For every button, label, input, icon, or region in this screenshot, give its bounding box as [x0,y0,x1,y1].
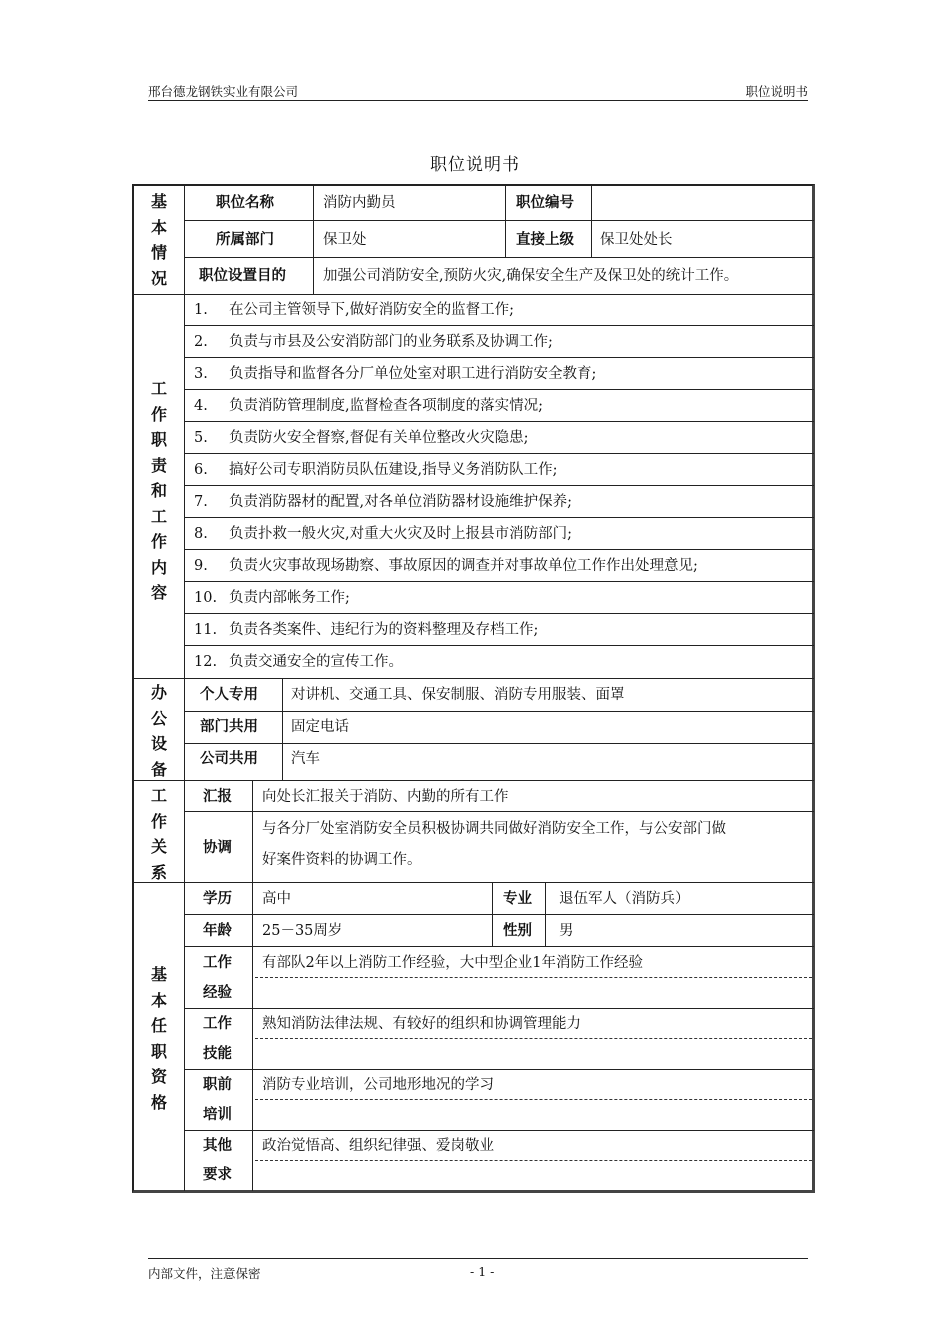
supervisor-label: 直接上级 [516,232,574,248]
department-label: 所属部门 [216,232,274,248]
duty-text: 负责交通安全的宣传工作。 [229,654,403,670]
section-relations: 工 作 关 系 [150,786,167,882]
age-label: 年龄 [203,923,232,939]
duty-text: 负责防火安全督察,督促有关单位整改火灾隐患; [229,430,529,446]
header-doc-type: 职位说明书 [745,84,808,99]
duty-text: 负责扑救一般火灾,对重大火灾及时上报县市消防部门; [229,526,572,542]
duty-text: 在公司主管领导下,做好消防安全的监督工作; [229,302,514,318]
duty-text: 负责消防器材的配置,对各单位消防器材设施维护保养; [229,494,572,510]
duty-num: 9. [194,558,208,574]
section-basic: 基 本 情 况 [150,192,167,288]
position-name-value: 消防内勤员 [323,195,396,211]
experience-label-1: 工作 [203,955,232,971]
education-value: 高中 [262,891,291,907]
duty-text: 负责各类案件、违纪行为的资料整理及存档工作; [229,622,539,638]
equipment-label: 个人专用 [200,687,258,703]
purpose-label: 职位设置目的 [199,268,286,284]
equipment-label: 公司共用 [200,751,258,767]
duty-text: 负责消防管理制度,监督检查各项制度的落实情况; [229,398,543,414]
experience-value: 有部队2年以上消防工作经验，大中型企业1年消防工作经验 [262,955,643,971]
coord-value-line1: 与各分厂处室消防安全员积极协调共同做好消防安全工作，与公安部门做 [262,821,726,837]
duty-text: 负责指导和监督各分厂单位处室对职工进行消防安全教育; [229,366,597,382]
duty-num: 10. [194,590,218,606]
coord-value-line2: 好案件资料的协调工作。 [262,852,422,868]
confidential-note: 内部文件，注意保密 [148,1266,261,1281]
duty-num: 11. [194,622,218,638]
duty-num: 5. [194,430,208,446]
major-label: 专业 [503,891,532,907]
duty-text: 搞好公司专职消防员队伍建设,指导义务消防队工作; [229,462,558,478]
page-header [148,80,808,101]
company-name: 邢台德龙钢铁实业有限公司 [148,84,299,99]
duty-num: 7. [194,494,208,510]
major-value: 退伍军人（消防兵） [559,891,690,907]
supervisor-value: 保卫处处长 [600,232,673,248]
duty-num: 2. [194,334,208,350]
gender-value: 男 [559,923,574,939]
other-value: 政治觉悟高、组织纪律强、爱岗敬业 [262,1138,494,1154]
section-duties: 工 作 职 责 和 工 作 内 容 [150,379,167,602]
position-name-label: 职位名称 [216,195,274,211]
equipment-value: 汽车 [291,751,320,767]
equipment-value: 固定电话 [291,719,349,735]
duty-num: 8. [194,526,208,542]
duty-num: 1. [194,302,208,318]
document-title: 职位说明书 [430,155,520,175]
page-footer [148,1258,808,1281]
section-qualifications: 基 本 任 职 资 格 [150,965,167,1112]
duty-num: 12. [194,654,218,670]
duty-num: 3. [194,366,208,382]
duty-text: 负责内部帐务工作; [229,590,350,606]
training-label-1: 职前 [203,1077,232,1093]
report-label: 汇报 [203,789,232,805]
skills-label-1: 工作 [203,1016,232,1032]
report-value: 向处长汇报关于消防、内勤的所有工作 [262,789,509,805]
experience-label-2: 经验 [203,985,232,1001]
age-value: 25－35周岁 [262,923,343,939]
purpose-value: 加强公司消防安全,预防火灾,确保安全生产及保卫处的统计工作。 [323,268,739,284]
page-number: - 1 - [470,1264,495,1279]
education-label: 学历 [203,891,232,907]
duty-text: 负责火灾事故现场勘察、事故原因的调查并对事故单位工作作出处理意见; [229,558,698,574]
section-equipment: 办 公 设 备 [150,683,167,779]
equipment-label: 部门共用 [200,719,258,735]
other-label-1: 其他 [203,1138,232,1154]
department-value: 保卫处 [323,232,367,248]
skills-label-2: 技能 [203,1046,232,1062]
position-code-label: 职位编号 [516,195,574,211]
equipment-value: 对讲机、交通工具、保安制服、消防专用服装、面罩 [291,687,625,703]
duty-num: 6. [194,462,208,478]
gender-label: 性别 [503,923,532,939]
coord-label: 协调 [203,840,232,856]
duty-text: 负责与市县及公安消防部门的业务联系及协调工作; [229,334,553,350]
other-label-2: 要求 [203,1167,232,1183]
training-value: 消防专业培训，公司地形地况的学习 [262,1077,494,1093]
duty-num: 4. [194,398,208,414]
skills-value: 熟知消防法律法规、有较好的组织和协调管理能力 [262,1016,581,1032]
training-label-2: 培训 [203,1107,232,1123]
